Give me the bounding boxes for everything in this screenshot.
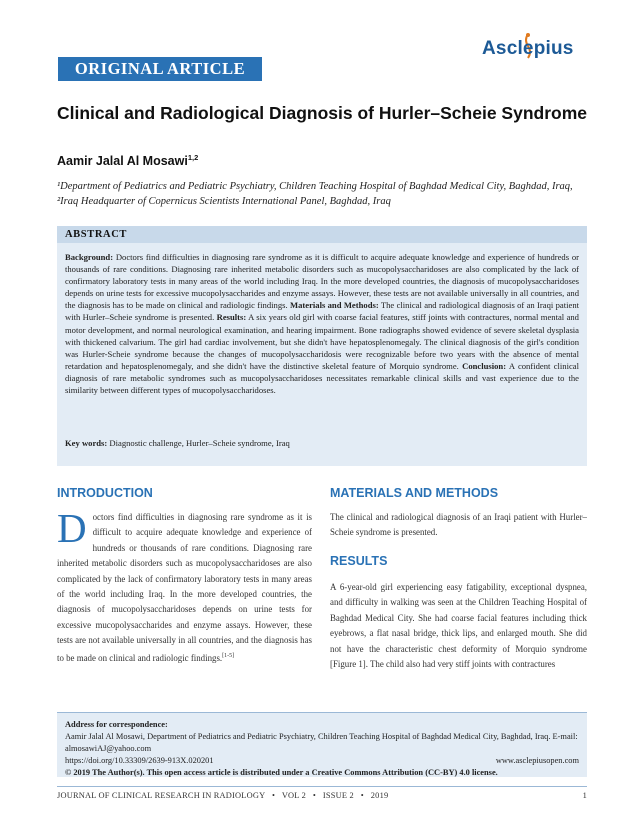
abstract-conclusion-label: Conclusion:: [462, 360, 507, 371]
abstract-results-label: Results:: [216, 312, 247, 323]
correspondence-address: Aamir Jalal Al Mosawi, Department of Pediatrics and Pediatric Psychiatry, Children Teaching Hospital of Baghdad Medical City, Baghdad, Iraq. E-mail: almosawiAJ@yahoo.com: [65, 732, 578, 753]
author-line: [57, 153, 198, 168]
page-number: 1: [582, 791, 587, 800]
website-link[interactable]: www.asclepiusopen.com: [495, 756, 579, 765]
abstract-background: Doctors find difficulties in diagnosing rare syndrome as it is difficult to acquire adequate knowledge and experience of hundreds or thousands of rare conditions. Diagnosing rare inherited metabolic disorders such as mucopolysaccharidoses are also complicated by the lack of confirmatory laboratory tests in many areas of the world including Iraq. In the more developed countries, the diagnosis of mucopolysaccharidoses depends on urine tests for excessive mucopolysaccharides and enzyme assays. However, these tests are not available universally in all countries, and the diagnosis has to be made on clinical and radiologic findings.: [65, 252, 579, 311]
keywords-label: Key words:: [65, 438, 108, 448]
abstract-text: [65, 251, 579, 396]
abstract-background-label: Background:: [65, 252, 114, 262]
introduction-heading: INTRODUCTION: [57, 486, 153, 500]
abstract-header: [57, 226, 587, 243]
footer-volume: VOL 2: [281, 791, 306, 800]
author-name: Aamir Jalal Al Mosawi: [57, 154, 188, 169]
results-heading: RESULTS: [330, 554, 388, 568]
methods-text: The clinical and radiological diagnosis of an Iraqi patient with Hurler–Scheie syndrome is presented.: [330, 512, 587, 538]
author-superscript: 1,2: [187, 153, 199, 162]
publisher-logo: [478, 32, 588, 74]
license-text: © 2019 The Author(s). This open access article is distributed under a Creative Commons Attribution (CC-BY) 4.0 license.: [65, 768, 498, 777]
page-footer: [57, 791, 587, 800]
footer-sep-1: •: [271, 791, 276, 800]
article-type-label: ORIGINAL ARTICLE: [74, 59, 246, 78]
introduction-text: [57, 505, 312, 666]
keywords-text: Diagnostic challenge, Hurler–Scheie syndrome, Iraq: [109, 438, 290, 448]
abstract-results: A six years old girl with coarse facial features, stiff joints with contractures, normal mental and motor development, and normal neurological examination, and hearing impairment. Bone radiographs showed evidence of severe skeletal dysplasia with thickened calvarium. The girl had cardiac involvement, but she didn't have hepatosplenomegaly. The clinical diagnosis of the girl's condition was Hurler-Scheie syndrome because the changes of mucopolysaccharidosis were recognizable before two years with the absence of mental retardation and hepatosplenomegaly, and she didn't have the distinctive skeletal feature of Morquio syndrome.: [65, 312, 579, 371]
logo-text: Asclepius: [482, 38, 574, 59]
abstract-heading: ABSTRACT: [65, 229, 127, 240]
abstract-conclusion: A confident clinical diagnosis of rare metabolic syndromes such as mucopolysaccharidoses necessitates remarkable clinical skills and vast experience due to the similarity between different types of mucopolysaccharidoses.: [65, 360, 579, 396]
abstract-panel: [57, 243, 587, 466]
doi-link[interactable]: https://doi.org/10.33309/2639-913X.020201: [65, 756, 214, 765]
introduction-citation: [1-5]: [222, 652, 235, 659]
footer-issue: ISSUE 2: [322, 791, 354, 800]
article-type-badge: [58, 57, 262, 81]
article-title: Clinical and Radiological Diagnosis of Hurler–Scheie Syndrome: [57, 103, 587, 123]
footer-sep-3: •: [360, 791, 364, 800]
methods-heading: MATERIALS AND METHODS: [330, 486, 499, 500]
correspondence-box: [57, 712, 587, 777]
dropcap: D: [57, 505, 87, 551]
footer-journal: JOURNAL OF CLINICAL RESEARCH IN RADIOLOGY: [57, 791, 266, 800]
keywords: [65, 438, 579, 448]
affiliation: ¹Department of Pediatrics and Pediatric Psychiatry, Children Teaching Hospital of Baghdad Medical City, Baghdad, Iraq, ²Iraq Headquarter of Copernicus Scientists International Panel, Baghdad, Iraq: [57, 181, 573, 207]
introduction-body: octors find difficulties in diagnosing rare syndrome as it is difficult to acquire adequate knowledge and experience of hundreds or thousands of rare conditions. Diagnosing rare inherited metabolic disorders such as mucopolysaccharidoses are also complicated by the lack of confirmatory laboratory tests in many areas of the world including Iraq. In the more developed countries, the diagnosis of mucopolysaccharidoses depends on urine tests for excessive mucopolysaccharides and enzyme assays. However, these tests are not available universally in all countries, and the diagnosis has to be made on clinical and radiologic findings.: [57, 512, 312, 663]
results-text: A 6-year-old girl experiencing easy fatigability, exceptional dyspnea, and difficulty in walking was seen at the Children Teaching Hospital of Baghdad Medical City. She had coarse facial features including thick eyebrows, a flat nasal bridge, thick lips, and enlarged mouth. She did not have the characteristic chest deformity of Morquio syndrome [Figure 1]. The child also had very stiff joints with contractures: [330, 582, 587, 670]
footer-sep-2: •: [312, 791, 317, 800]
abstract-methods-label: Materials and Methods:: [289, 300, 379, 311]
footer-divider: [57, 786, 587, 787]
abstract-methods: The clinical and radiological diagnosis of an Iraqi patient with Hurler–Scheie syndrome is presented.: [65, 300, 580, 323]
correspondence-label: Address for correspondence:: [65, 720, 168, 729]
footer-year: 2019: [370, 791, 389, 800]
